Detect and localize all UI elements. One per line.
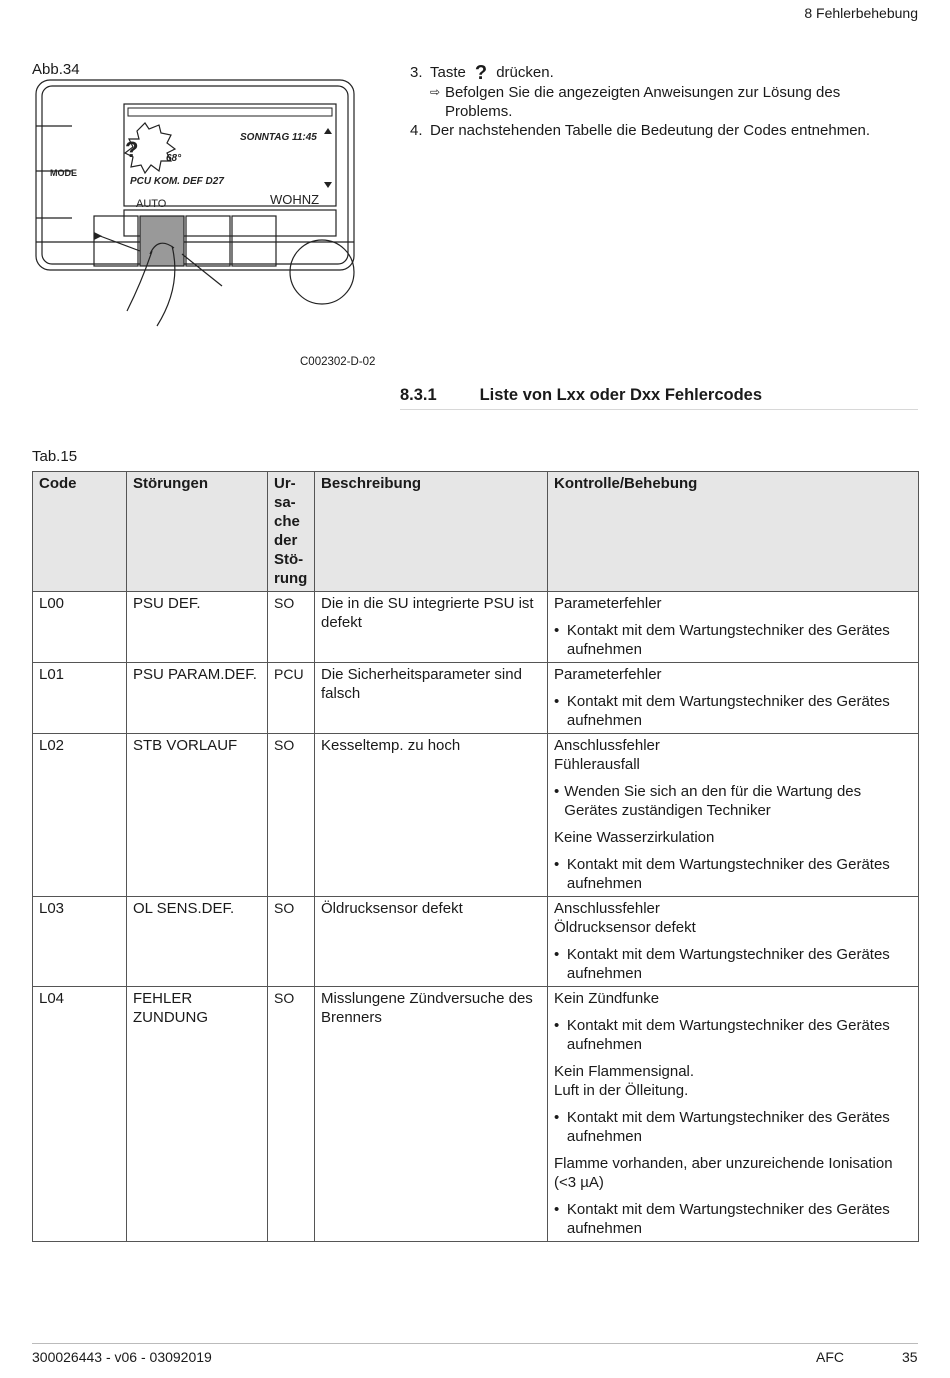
footer-doc-id: 300026443 - v06 - 03092019 [32,1349,212,1365]
check-action: Kontakt mit dem Wartungstechniker des Gerätes aufnehmen [566,1017,890,1053]
help-icon: ? [125,137,139,162]
bullet-icon: • [554,783,560,800]
header-stoerungen: Störungen [127,472,268,592]
table-row [33,663,919,734]
check-text: Luft in der Ölleitung. [554,1082,689,1099]
check-text: Parameterfehler [554,595,662,612]
section-number: 8.3.1 [400,386,437,404]
cell-beschreibung: Die Sicherheitsparameter sind falsch [315,663,548,734]
display-room: WOHNZ [270,192,320,207]
cell-kontrolle [548,592,919,663]
bullet-icon: • [554,622,560,639]
display-mode: AUTO [136,198,167,210]
cell-code: L01 [33,663,127,734]
bullet-icon: • [554,1109,560,1126]
error-code-table [32,471,919,1242]
cell-ursache: PCU [268,663,315,734]
cell-code: L04 [33,987,127,1242]
help-key-icon: ? [474,62,488,84]
header-ursache-text: Ur- sa- che der Stö- rung [274,475,308,587]
footer-divider [32,1343,918,1344]
header-kontrolle: Kontrolle/Behebung [548,472,919,592]
cell-code: L02 [33,734,127,897]
cell-kontrolle [548,897,919,987]
bullet-icon: • [554,693,560,710]
cell-kontrolle [548,987,919,1242]
display-status: PCU KOM. DEF D27 [130,176,224,187]
check-text: Kein Flammensignal. [554,1063,695,1080]
display-daytime: SONNTAG 11:45 [240,132,317,143]
footer-product: AFC [816,1349,844,1365]
check-action: Kontakt mit dem Wartungstechniker des Gerätes aufnehmen [566,856,890,892]
check-text: Kein Zündfunke [554,990,660,1007]
cell-kontrolle [548,663,919,734]
cell-ursache: SO [268,734,315,897]
cell-ursache: SO [268,897,315,987]
table-header-row [33,472,919,592]
check-action: Kontakt mit dem Wartungstechniker des Gerätes aufnehmen [566,622,890,658]
step3-text-post: drücken. [496,64,554,81]
header-ursache [268,472,315,592]
check-action: Kontakt mit dem Wartungstechniker des Gerätes aufnehmen [566,946,890,982]
header-code: Code [33,472,127,592]
cell-stoerung: STB VORLAUF [127,734,268,897]
header-beschreibung: Beschreibung [315,472,548,592]
mode-button-label: MODE [50,168,77,178]
step4-number: 4. [410,122,423,139]
bullet-icon: • [554,856,560,873]
figure-caption: C002302-D-02 [300,356,376,368]
step4-text: Der nachstehenden Tabelle die Bedeutung der Codes entnehmen. [430,122,871,139]
check-text: Parameterfehler [554,666,662,683]
check-action: Wenden Sie sich an den für die Wartung des Gerätes zuständigen Techniker [564,783,862,819]
cell-code: L03 [33,897,127,987]
chapter-header: 8 Fehlerbehebung [804,5,918,21]
cell-stoerung: OL SENS.DEF. [127,897,268,987]
cell-kontrolle [548,734,919,897]
check-text: Fühlerausfall [554,756,640,773]
cell-beschreibung: Öldrucksensor defekt [315,897,548,987]
cell-beschreibung: Kesseltemp. zu hoch [315,734,548,897]
controller-illustration [32,76,362,346]
check-text: Öldrucksensor defekt [554,919,696,936]
check-text: Anschlussfehler [554,737,660,754]
check-action: Kontakt mit dem Wartungstechniker des Gerätes aufnehmen [566,693,890,729]
cell-code: L00 [33,592,127,663]
table-row [33,987,919,1242]
arrow-icon: ⇨ [430,85,441,99]
cell-ursache: SO [268,592,315,663]
instruction-steps [410,63,910,140]
table-row [33,734,919,897]
cell-stoerung: FEHLER ZUNDUNG [127,987,268,1242]
check-text: Keine Wasserzirkulation [554,829,715,846]
check-action: Kontakt mit dem Wartungstechniker des Gerätes aufnehmen [566,1201,890,1237]
table-row [33,897,919,987]
step3-subtext: Befolgen Sie die angezeigten Anweisungen zur Lösung des Problems. [444,84,841,120]
section-title: Liste von Lxx oder Dxx Fehlercodes [479,386,763,404]
check-text: Anschlussfehler [554,900,660,917]
cell-beschreibung: Misslungene Zündversuche des Brenners [315,987,548,1242]
cell-beschreibung: Die in die SU integrierte PSU ist defekt [315,592,548,663]
step3-text-pre: Taste [430,64,466,81]
display-temp: 68° [166,153,182,164]
bullet-icon: • [554,1017,560,1034]
bullet-icon: • [554,946,560,963]
check-action: Kontakt mit dem Wartungstechniker des Gerätes aufnehmen [566,1109,890,1145]
section-heading [400,386,918,410]
cell-stoerung: PSU PARAM.DEF. [127,663,268,734]
figure-label: Abb.34 [32,61,80,78]
check-text: Flamme vorhanden, aber unzureichende Ionisation (<3 µA) [554,1155,893,1191]
page-number: 35 [902,1349,918,1365]
cell-stoerung: PSU DEF. [127,592,268,663]
bullet-icon: • [554,1201,560,1218]
cell-ursache: SO [268,987,315,1242]
step3-number: 3. [410,64,423,81]
table-label: Tab.15 [32,448,78,465]
table-row [33,592,919,663]
